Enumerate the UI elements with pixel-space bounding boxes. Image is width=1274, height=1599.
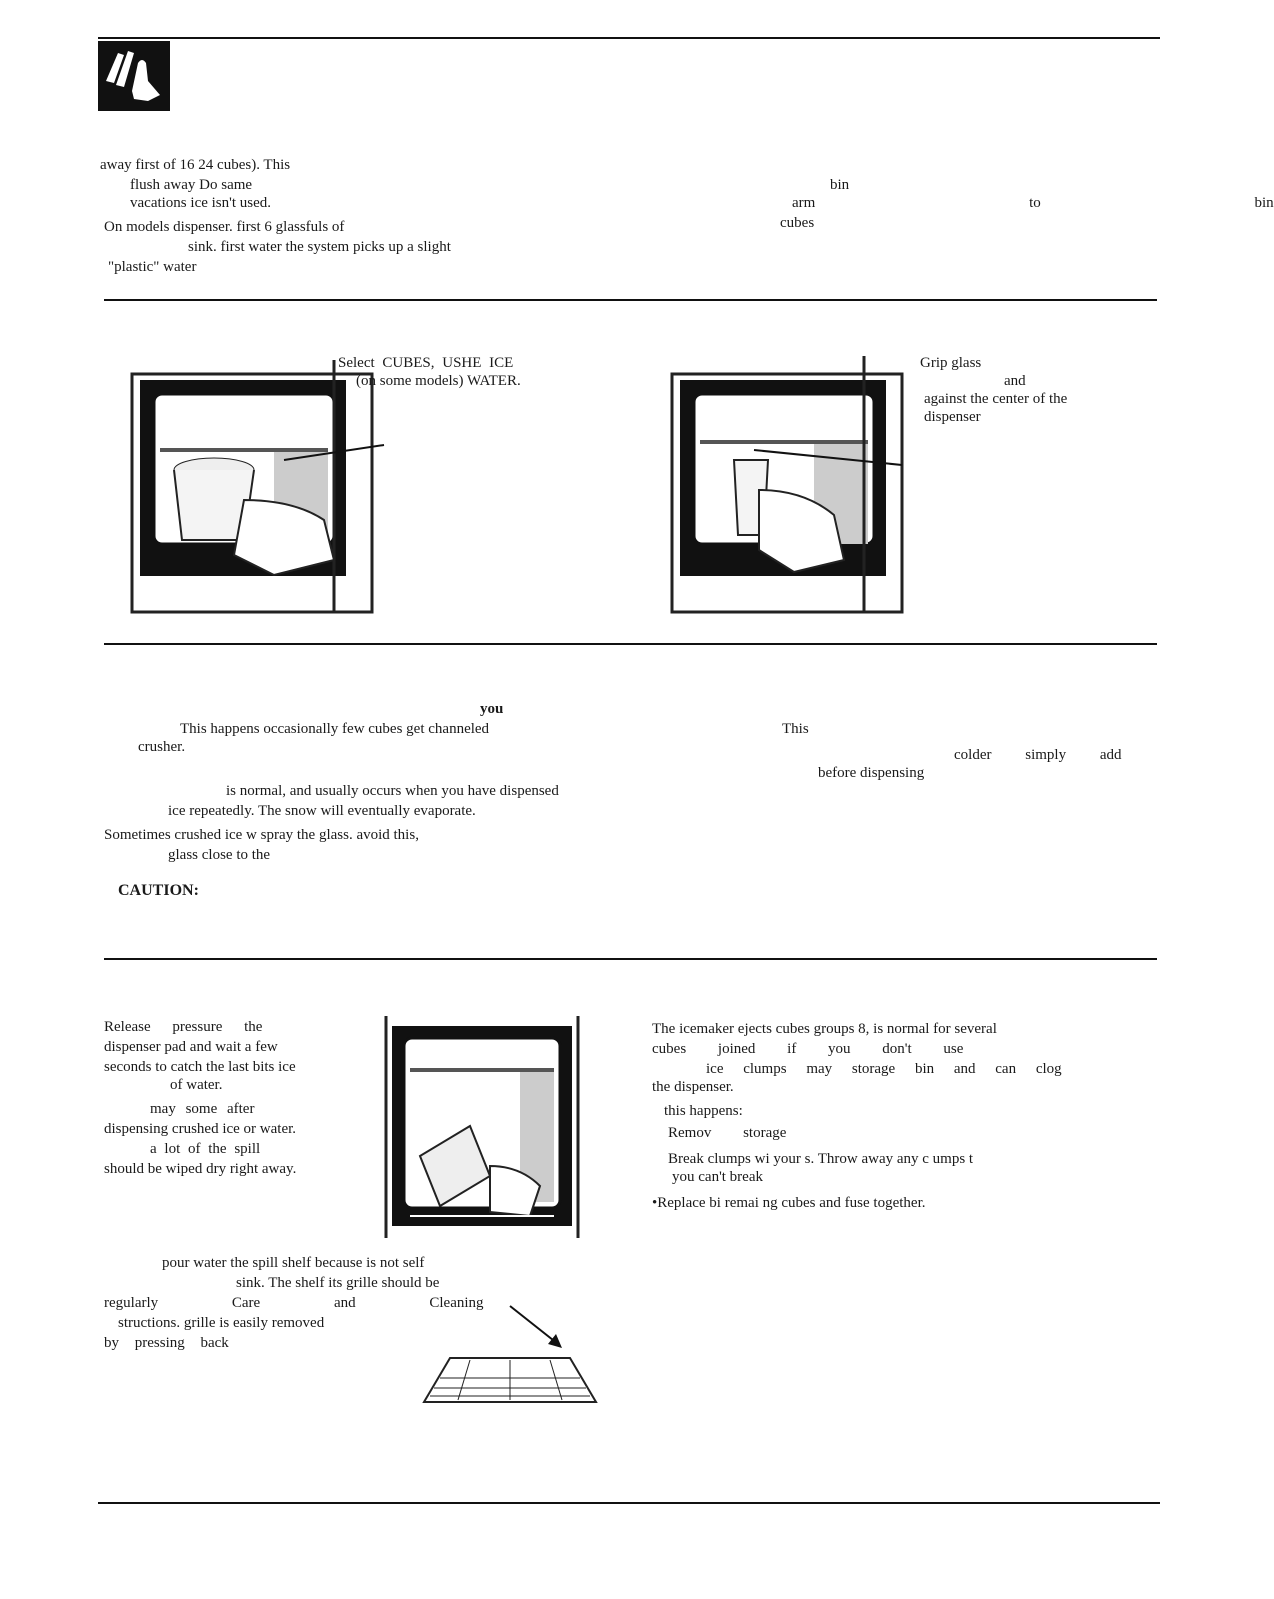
right-caption-3: against the center of the (924, 391, 1068, 407)
s1-line-6: "plastic" water (108, 259, 197, 275)
dispenser-ice-illustration (124, 350, 384, 612)
right-caption-1: Grip glass (920, 355, 982, 371)
s4-bottom-2: sink. The shelf its grille should be (236, 1275, 440, 1291)
hand-logo-icon (98, 41, 170, 111)
footer-rule (98, 1502, 1160, 1504)
arrow-icon (508, 1304, 568, 1354)
s4-line-8: should be wiped dry right away. (104, 1161, 297, 1177)
s4-right-9: •Replace bi remai ng cubes and fuse together. (652, 1195, 926, 1211)
caution-label: CAUTION: (118, 882, 199, 899)
spill-shelf-illustration (380, 1016, 590, 1238)
s1-right-2: arm to bin (792, 195, 1274, 211)
s3-line-5: ice repeatedly. The snow will eventually evaporate. (168, 803, 476, 819)
s3-line-7: glass close to the (168, 847, 271, 863)
s4-right-2: cubes joined if you don't use (652, 1041, 964, 1057)
s1-line-2: flush away Do same (130, 177, 253, 193)
s4-line-1: Release pressure the (104, 1019, 263, 1035)
s3-line-6: Sometimes crushed ice w spray the glass. avoid this, (104, 827, 419, 843)
s1-right-1: bin (830, 177, 850, 193)
s4-bottom-5: by pressing back (104, 1335, 229, 1351)
s4-right-4: the dispenser. (652, 1079, 734, 1095)
s4-right-3: ice clumps may storage bin and can clog (706, 1061, 1062, 1077)
s4-line-7: a lot of the spill (150, 1141, 261, 1157)
s4-line-3: seconds to catch the last bits ice (104, 1059, 296, 1075)
s1-right-3: cubes (780, 215, 815, 231)
s1-line-1: away first of 16 24 cubes). This (100, 157, 291, 173)
s4-right-1: The icemaker ejects cubes groups 8, is normal for several (652, 1021, 997, 1037)
s4-line-5: may some after (150, 1101, 255, 1117)
left-caption-2: (on some models) WATER. (356, 373, 521, 389)
section-rule-1 (104, 299, 1157, 301)
s4-right-7: Break clumps wi your s. Throw away any c umps t (668, 1151, 974, 1167)
s3-line-4: is normal, and usually occurs when you have dispensed (226, 783, 559, 799)
s4-right-8: you can't break (672, 1169, 763, 1185)
right-caption-2: and (1004, 373, 1026, 389)
s3-right-3: before dispensing (818, 765, 925, 781)
s4-line-6: dispensing crushed ice or water. (104, 1121, 297, 1137)
s3-right-2: colder simply add (954, 747, 1122, 763)
s3-line-1: you (480, 701, 504, 717)
s3-line-3: crusher. (138, 739, 186, 755)
s4-bottom-4: structions. grille is easily removed (118, 1315, 325, 1331)
dispenser-water-illustration (664, 350, 914, 612)
left-caption-1: Select CUBES, USHE ICE (338, 355, 514, 371)
s4-line-4: of water. (170, 1077, 223, 1093)
s3-line-2: This happens occasionally few cubes get channeled (180, 721, 490, 737)
s4-line-2: dispenser pad and wait a few (104, 1039, 278, 1055)
s4-bottom-3: regularly Care and Cleaning (104, 1295, 484, 1311)
s1-line-4: On models dispenser. first 6 glassfuls of (104, 219, 345, 235)
s1-line-5: sink. first water the system picks up a slight (188, 239, 451, 255)
s4-right-5: this happens: (664, 1103, 743, 1119)
section-rule-2 (104, 643, 1157, 645)
s1-line-3: vacations ice isn't used. (130, 195, 271, 211)
section-rule-3 (104, 958, 1157, 960)
s4-right-6: Remov storage (668, 1125, 787, 1141)
right-caption-4: dispenser (924, 409, 981, 425)
s4-bottom-1: pour water the spill shelf because is not self (162, 1255, 425, 1271)
s3-right-1: This (782, 721, 809, 737)
header-rule (98, 37, 1160, 39)
